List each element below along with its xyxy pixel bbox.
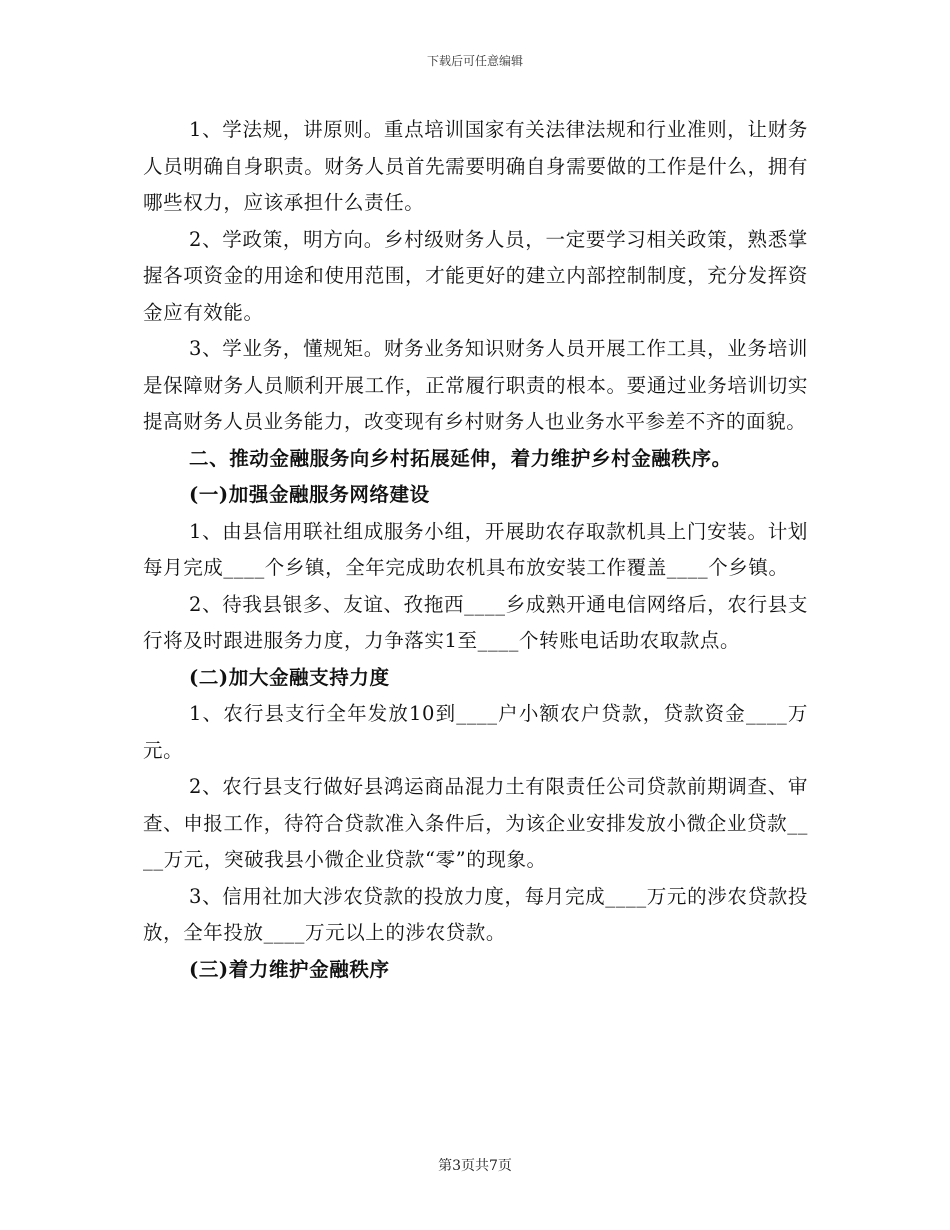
paragraph-study-regulations: 1、学法规，讲原则。重点培训国家有关法律法规和行业准则，让财务人员明确自身职责。财务人员首先需要明确自身需要做的工作是什么，拥有哪些权力，应该承担什么责任。 (143, 118, 808, 214)
paragraph-agri-loans: 3、信用社加大涉农贷款的投放力度，每月完成____万元的涉农贷款投放，全年投放____万元以上的涉农贷款。 (143, 884, 808, 944)
paragraph-farmer-loans: 1、农行县支行全年发放10到____户小额农户贷款，贷款资金____万元。 (143, 702, 808, 762)
subsection-heading-two: (二)加大金融支持力度 (189, 665, 390, 689)
paragraph-enterprise-loan: 2、农行县支行做好县鸿运商品混力土有限责任公司贷款前期调查、审查、申报工作，待符合贷款准入条件后，为该企业安排发放小微企业贷款____万元，突破我县小微企业贷款“零”的现象。 (143, 775, 808, 871)
paragraph-study-business: 3、学业务，懂规矩。财务业务知识财务人员开展工作工具，业务培训是保障财务人员顺利开展工作，正常履行职责的根本。要通过业务培训切实提高财务人员业务能力，改变现有乡村财务人也业务水平参差不齐的面貌。 (143, 337, 808, 433)
paragraph-telecom-network: 2、待我县银多、友谊、孜拖西____乡成熟开通电信网络后，农行县支行将及时跟进服务力度，力争落实1至____个转账电话助农取款点。 (143, 592, 808, 652)
subsection-heading-one: (一)加强金融服务网络建设 (189, 483, 430, 506)
document-body (143, 112, 808, 988)
page-header: 下载后可任意编辑 (426, 54, 523, 68)
page-number: 第3页共7页 (438, 1158, 512, 1174)
paragraph-service-team: 1、由县信用联社组成服务小组，开展助农存取款机具上门安装。计划每月完成____个乡镇，全年完成助农机具布放安装工作覆盖____个乡镇。 (143, 519, 808, 579)
subsection-heading-three: (三)着力维护金融秩序 (189, 957, 390, 981)
section-heading-two: 二、推动金融服务向乡村拓展延伸，着力维护乡村金融秩序。 (189, 446, 732, 470)
paragraph-study-policy: 2、学政策，明方向。乡村级财务人员，一定要学习相关政策，熟悉掌握各项资金的用途和使用范围，才能更好的建立内部控制制度，充分发挥资金应有效能。 (143, 227, 808, 324)
